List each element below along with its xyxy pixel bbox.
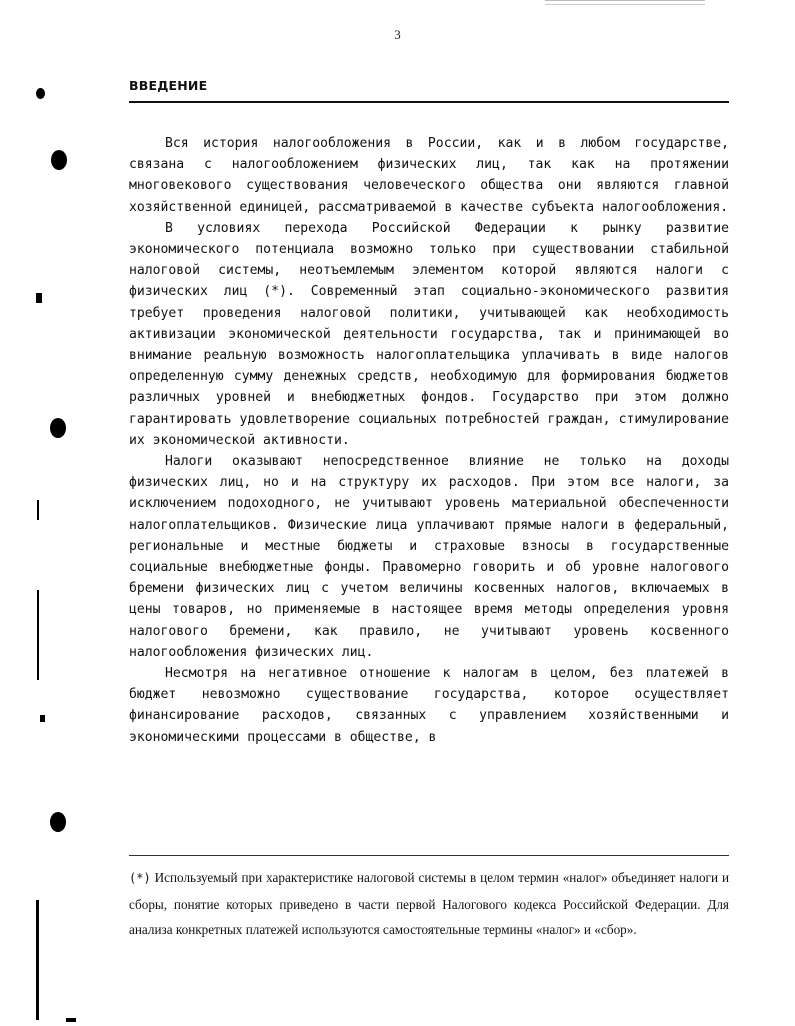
footnote-rule <box>129 855 729 856</box>
footnote-text: Используемый при характеристике налоговой системы в целом термин «налог» объединяет налоги и сборы, понятие которых приведено в части первой Налогового кодекса Российской Федерации. Для анализа конкретных платежей используются самостоятельные термины «налог» и «сбор». <box>129 870 730 937</box>
punch-hole-mark <box>50 812 66 832</box>
section-heading: ВВЕДЕНИЕ <box>129 78 208 93</box>
punch-hole-mark <box>51 150 67 170</box>
punch-hole-mark <box>36 88 45 99</box>
footnote-mark: (*) <box>129 871 151 885</box>
paragraph-4: Несмотря на негативное отношение к налогам в целом, без платежей в бюджет невозможно существование государства, которое осуществляет финансирование расходов, связанных с управлением хозяйственными и экономическими процессами в обществе, в <box>129 666 729 745</box>
scan-mark <box>37 500 39 520</box>
scan-edge-line <box>37 590 39 680</box>
page-number: 3 <box>394 27 401 42</box>
scan-mark <box>40 715 45 722</box>
punch-hole-mark <box>50 418 66 438</box>
scan-mark <box>66 1018 76 1022</box>
scan-edge-lines <box>545 0 705 5</box>
heading-rule <box>129 101 729 103</box>
body-text <box>129 133 729 748</box>
paragraph-3: Налоги оказывают непосредственное влияние не только на доходы физических лиц, но и на структуру их расходов. При этом все налоги, за исключением подоходного, не учитывают уровень материальной обеспеченности налогоплательщиков. Физические лица уплачивают прямые налоги в федеральный, региональные и местные бюджеты и страховые взносы в государственные социальные внебюджетные фонды. Правомерно говорить и об уровне налогового бремени физических лиц с учетом величины косвенных налогов, включаемых в цены товаров, но применяемые в настоящее время методы определения уровня налогового бремени, как правило, не учитывают уровень косвенного налогообложения физических лиц. <box>129 454 729 660</box>
paragraph-2: В условиях перехода Российской Федерации к рынку развитие экономического потенциала возможно только при существовании стабильной налоговой системы, неотъемлемым элементом которой являются налоги с физических лиц (*). Современный этап социально-экономического развития требует проведения налоговой политики, учитывающей как необходимость активизации экономической деятельности государства, так и принимающей во внимание реальную возможность налогоплательщика уплачивать в виде налогов определенную сумму денежных средств, необходимую для формирования бюджетов различных уровней и внебюджетных фондов. Государство при этом должно гарантировать удовлетворение социальных потребностей граждан, стимулирование их экономической активности. <box>129 220 729 448</box>
footnote <box>129 865 729 943</box>
scan-mark <box>36 293 42 303</box>
scan-edge-line <box>36 900 39 1020</box>
paragraph-1: Вся история налогообложения в России, как и в любом государстве, связана с налогообложением физических лиц, так как на протяжении многовекового существования человеческого общества они являются главной хозяйственной единицей, рассматриваемой в качестве субъекта налогообложения. <box>129 136 729 215</box>
